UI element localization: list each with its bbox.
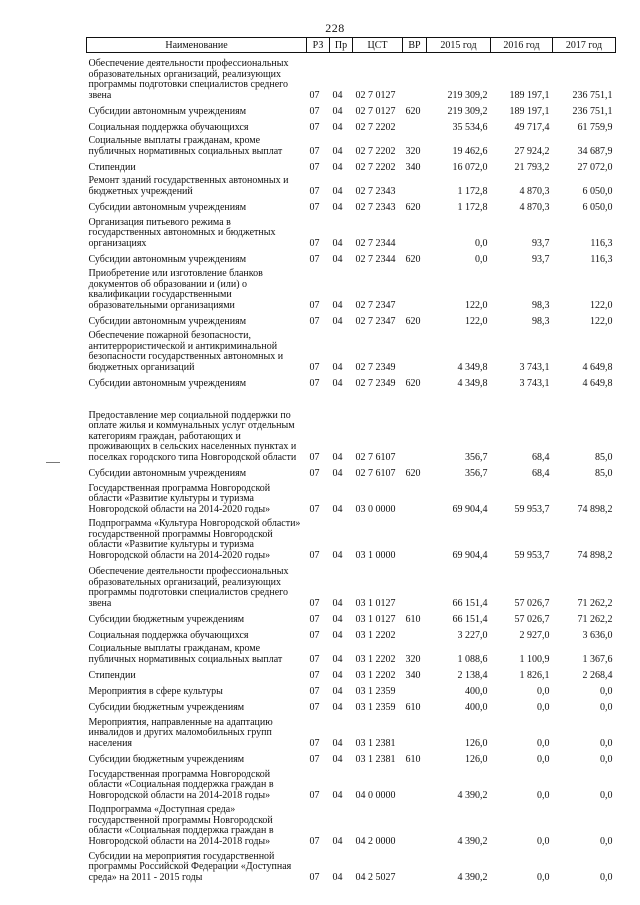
row-2017: 0,0: [600, 753, 613, 765]
row-name: Стипендии: [88, 161, 136, 173]
row-pr: 04: [332, 753, 343, 765]
table-row: [87, 249, 616, 265]
row-cst: 03 1 0000: [355, 549, 396, 561]
row-2015: 4 349,8: [457, 377, 488, 389]
row-cst: 02 7 2343: [355, 185, 396, 197]
row-2015: 356,7: [465, 451, 488, 463]
row-cst: 02 7 6107: [355, 451, 396, 463]
row-cst: 02 7 6107: [355, 467, 396, 479]
row-2017: 0,0: [600, 737, 613, 749]
row-2017: 4 649,8: [582, 361, 613, 373]
row-name: Предоставление мер социальной поддержки по оплате жилья и коммунальных услуг отдельным категориям граждан, работающих и проживающих в сельских населенных пунктах и поселках городского типа Новгородской области: [88, 409, 297, 463]
row-2016: 0,0: [537, 737, 550, 749]
row-2016: 3 743,1: [519, 377, 550, 389]
row-2017: 116,3: [590, 237, 613, 249]
row-2016: 2 927,0: [519, 629, 550, 641]
row-2016: 0,0: [537, 871, 550, 883]
row-name: Субсидии бюджетным учреждениям: [88, 701, 245, 713]
header-2016: 2016 год: [491, 38, 553, 53]
row-pr: 04: [332, 361, 343, 373]
table-row: [87, 173, 616, 197]
row-cst: 04 2 5027: [355, 871, 396, 883]
row-2017: 34 687,9: [577, 145, 613, 157]
row-name: Субсидии автономным учреждениям: [88, 467, 247, 479]
row-vr: 620: [405, 467, 421, 479]
row-pr: 04: [332, 451, 343, 463]
row-2016: 4 870,3: [519, 185, 550, 197]
table-row: [87, 609, 616, 625]
table-row: [87, 133, 616, 157]
row-pr: 04: [332, 871, 343, 883]
row-pr: 04: [332, 201, 343, 213]
row-2016: 1 100,9: [519, 653, 550, 665]
table-row: [87, 389, 616, 463]
row-2017: 0,0: [600, 685, 613, 697]
row-2015: 219 309,2: [447, 105, 488, 117]
row-cst: 03 1 2202: [355, 629, 396, 641]
table-row: [87, 681, 616, 697]
row-2015: 126,0: [465, 737, 488, 749]
row-pr: 04: [332, 377, 343, 389]
row-cst: 03 1 2202: [355, 669, 396, 681]
table-row: [87, 515, 616, 561]
row-2016: 0,0: [537, 835, 550, 847]
row-rz: 07: [309, 789, 320, 801]
row-2015: 400,0: [465, 701, 488, 713]
row-rz: 07: [309, 121, 320, 133]
row-rz: 07: [309, 361, 320, 373]
row-cst: 03 1 2359: [355, 685, 396, 697]
row-2016: 189 197,1: [509, 89, 550, 101]
row-2017: 3 636,0: [582, 629, 613, 641]
table-row: [87, 53, 616, 102]
row-2016: 189 197,1: [509, 105, 550, 117]
row-vr: [403, 53, 427, 102]
row-rz: 07: [309, 701, 320, 713]
row-cst: 04 2 0000: [355, 835, 396, 847]
row-cst: 02 7 2202: [355, 145, 396, 157]
row-vr: [403, 515, 427, 561]
table-row: [87, 765, 616, 801]
row-2017: 236 751,1: [572, 89, 613, 101]
table-row: [87, 197, 616, 213]
row-vr: [403, 265, 427, 311]
row-2016: 27 924,2: [514, 145, 550, 157]
row-pr: 04: [332, 789, 343, 801]
row-rz: 07: [309, 753, 320, 765]
table-row: [87, 311, 616, 327]
row-cst: 02 7 2202: [355, 161, 396, 173]
row-cst: 03 1 2202: [355, 653, 396, 665]
row-2017: 122,0: [590, 299, 613, 311]
row-rz: 07: [309, 467, 320, 479]
row-vr: [403, 847, 427, 883]
row-cst: 02 7 0127: [355, 105, 396, 117]
header-cst: ЦСТ: [353, 38, 403, 53]
row-vr: 340: [405, 161, 421, 173]
row-pr: 04: [332, 685, 343, 697]
row-2015: 1 172,8: [457, 185, 488, 197]
row-2015: 356,7: [465, 467, 488, 479]
row-2017: 85,0: [595, 451, 613, 463]
row-cst: 03 1 2381: [355, 753, 396, 765]
row-rz: 07: [309, 105, 320, 117]
row-name: Субсидии бюджетным учреждениям: [88, 613, 245, 625]
row-pr: 04: [332, 89, 343, 101]
row-2015: 122,0: [465, 315, 488, 327]
row-2016: 93,7: [532, 253, 550, 265]
row-vr: [403, 713, 427, 749]
row-vr: [403, 681, 427, 697]
row-2016: 68,4: [532, 451, 550, 463]
row-name: Организация питьевого режима в государственных автономных и бюджетных организациях: [88, 216, 276, 249]
row-pr: 04: [332, 237, 343, 249]
row-2016: 4 870,3: [519, 201, 550, 213]
row-2017: 85,0: [595, 467, 613, 479]
row-rz: 07: [309, 685, 320, 697]
row-2016: 0,0: [537, 789, 550, 801]
row-rz: 07: [309, 145, 320, 157]
budget-table: [86, 37, 616, 883]
header-pr: Пр: [330, 38, 353, 53]
row-2016: 3 743,1: [519, 361, 550, 373]
row-2015: 4 390,2: [457, 789, 488, 801]
row-vr: 610: [405, 613, 421, 625]
row-2017: 71 262,2: [577, 597, 613, 609]
row-2016: 57 026,7: [514, 597, 550, 609]
row-2017: 4 649,8: [582, 377, 613, 389]
row-2016: 0,0: [537, 685, 550, 697]
row-vr: [403, 801, 427, 847]
row-2017: 0,0: [600, 871, 613, 883]
row-2017: 116,3: [590, 253, 613, 265]
row-rz: 07: [309, 597, 320, 609]
row-2015: 0,0: [475, 253, 488, 265]
row-2017: 0,0: [600, 701, 613, 713]
header-vr: ВР: [403, 38, 427, 53]
table-row: [87, 697, 616, 713]
row-rz: 07: [309, 549, 320, 561]
row-2017: 2 268,4: [582, 669, 613, 681]
row-rz: 07: [309, 201, 320, 213]
row-2017: 6 050,0: [582, 185, 613, 197]
row-cst: 02 7 2347: [355, 315, 396, 327]
row-pr: 04: [332, 299, 343, 311]
row-pr: 04: [332, 737, 343, 749]
row-2015: 35 534,6: [452, 121, 488, 133]
row-cst: 02 7 2349: [355, 361, 396, 373]
row-vr: 620: [405, 315, 421, 327]
row-2015: 16 072,0: [452, 161, 488, 173]
row-pr: 04: [332, 503, 343, 515]
row-2017: 74 898,2: [577, 549, 613, 561]
table-row: [87, 117, 616, 133]
table-row: [87, 373, 616, 389]
row-pr: 04: [332, 613, 343, 625]
table-row: [87, 847, 616, 883]
table-row: [87, 561, 616, 609]
row-vr: [403, 561, 427, 609]
row-name: Обеспечение деятельности профессиональных образовательных организаций, реализующих программы подготовки специалистов среднего звена: [88, 58, 289, 101]
row-rz: 07: [309, 737, 320, 749]
row-2016: 59 953,7: [514, 503, 550, 515]
row-2016: 68,4: [532, 467, 550, 479]
row-2016: 21 793,2: [514, 161, 550, 173]
row-pr: 04: [332, 629, 343, 641]
row-2015: 400,0: [465, 685, 488, 697]
row-name: Субсидии автономным учреждениям: [88, 377, 247, 389]
row-name: Государственная программа Новгородской области «Социальная поддержка граждан в Новгородской области на 2014-2018 годы»: [88, 768, 274, 801]
row-cst: 02 7 2343: [355, 201, 396, 213]
row-rz: 07: [309, 835, 320, 847]
row-rz: 07: [309, 871, 320, 883]
row-name: Субсидии автономным учреждениям: [88, 315, 247, 327]
row-vr: 320: [405, 653, 421, 665]
table-row: [87, 665, 616, 681]
table-row: [87, 749, 616, 765]
table-row: [87, 479, 616, 515]
row-pr: 04: [332, 701, 343, 713]
row-name: Субсидии автономным учреждениям: [88, 105, 247, 117]
table-row: [87, 801, 616, 847]
row-cst: 02 7 2347: [355, 299, 396, 311]
row-2016: 98,3: [532, 315, 550, 327]
row-rz: 07: [309, 629, 320, 641]
row-2015: 122,0: [465, 299, 488, 311]
row-2017: 122,0: [590, 315, 613, 327]
row-rz: 07: [309, 653, 320, 665]
row-2016: 98,3: [532, 299, 550, 311]
row-2015: 1 088,6: [457, 653, 488, 665]
row-rz: 07: [309, 377, 320, 389]
table-row: [87, 265, 616, 311]
table-row: [87, 713, 616, 749]
row-pr: 04: [332, 467, 343, 479]
header-2015: 2015 год: [427, 38, 491, 53]
row-cst: 03 1 0127: [355, 613, 396, 625]
row-vr: 620: [405, 105, 421, 117]
row-name: Обеспечение пожарной безопасности, антитеррористической и антикриминальной безопасности государственных автономных и бюджетных организаций: [88, 330, 284, 373]
row-name: Социальная поддержка обучающихся: [88, 629, 249, 641]
row-vr: [403, 173, 427, 197]
row-cst: 03 1 0127: [355, 597, 396, 609]
row-2017: 71 262,2: [577, 613, 613, 625]
table-header-row: [87, 38, 616, 53]
row-vr: [403, 389, 427, 463]
row-2015: 69 904,4: [452, 503, 488, 515]
row-vr: 340: [405, 669, 421, 681]
row-name: Субсидии автономным учреждениям: [88, 201, 247, 213]
table-row: [87, 641, 616, 665]
table-row: [87, 463, 616, 479]
row-pr: 04: [332, 185, 343, 197]
row-rz: 07: [309, 315, 320, 327]
row-2015: 4 390,2: [457, 835, 488, 847]
page-number: 228: [325, 21, 345, 35]
table-row: [87, 157, 616, 173]
row-2017: 74 898,2: [577, 503, 613, 515]
row-rz: 07: [309, 613, 320, 625]
row-rz: 07: [309, 185, 320, 197]
row-pr: 04: [332, 253, 343, 265]
row-name: Ремонт зданий государственных автономных и бюджетных учреждений: [88, 175, 289, 197]
row-2015: 219 309,2: [447, 89, 488, 101]
row-2017: 0,0: [600, 789, 613, 801]
row-vr: 320: [405, 145, 421, 157]
row-vr: 620: [405, 201, 421, 213]
row-2017: 61 759,9: [577, 121, 613, 133]
row-vr: [403, 117, 427, 133]
table-row: [87, 625, 616, 641]
row-pr: 04: [332, 105, 343, 117]
row-pr: 04: [332, 669, 343, 681]
row-cst: 04 0 0000: [355, 789, 396, 801]
row-name: Мероприятия, направленные на адаптацию инвалидов и других маломобильных групп населения: [88, 716, 273, 749]
row-name: Субсидии на мероприятия государственной программы Российской Федерации «Доступная среда» на 2011 - 2015 годы: [88, 850, 292, 883]
row-2017: 236 751,1: [572, 105, 613, 117]
row-pr: 04: [332, 315, 343, 327]
header-name: Наименование: [87, 38, 307, 53]
row-vr: [403, 327, 427, 373]
row-rz: 07: [309, 161, 320, 173]
row-2017: 0,0: [600, 835, 613, 847]
row-cst: 02 7 2344: [355, 253, 396, 265]
row-2015: 4 390,2: [457, 871, 488, 883]
row-pr: 04: [332, 145, 343, 157]
row-2016: 57 026,7: [514, 613, 550, 625]
header-2017: 2017 год: [553, 38, 616, 53]
row-cst: 02 7 2349: [355, 377, 396, 389]
row-2015: 4 349,8: [457, 361, 488, 373]
row-name: Мероприятия в сфере культуры: [88, 685, 223, 697]
row-pr: 04: [332, 549, 343, 561]
row-cst: 02 7 0127: [355, 89, 396, 101]
row-vr: 620: [405, 253, 421, 265]
row-name: Подпрограмма «Доступная среда» государственной программы Новгородской области «Социальная поддержка граждан в Новгородской области на 2014-2018 годы»: [88, 804, 274, 847]
row-2017: 27 072,0: [577, 161, 613, 173]
row-2016: 0,0: [537, 753, 550, 765]
row-rz: 07: [309, 669, 320, 681]
row-2015: 3 227,0: [457, 629, 488, 641]
row-2015: 69 904,4: [452, 549, 488, 561]
row-2016: 0,0: [537, 701, 550, 713]
row-rz: 07: [309, 451, 320, 463]
table-row: [87, 327, 616, 373]
row-pr: 04: [332, 121, 343, 133]
row-vr: [403, 625, 427, 641]
row-name: Социальная поддержка обучающихся: [88, 121, 249, 133]
row-2017: 1 367,6: [582, 653, 613, 665]
row-pr: 04: [332, 597, 343, 609]
row-pr: 04: [332, 835, 343, 847]
row-2015: 66 151,4: [452, 613, 488, 625]
row-vr: 620: [405, 377, 421, 389]
row-name: Приобретение или изготовление бланков документов об образовании и (или) о квалификации государственными образовательными организациями: [88, 268, 263, 311]
row-cst: 02 7 2202: [355, 121, 396, 133]
row-2016: 1 826,1: [519, 669, 550, 681]
row-vr: [403, 765, 427, 801]
row-rz: 07: [309, 299, 320, 311]
row-vr: 610: [405, 701, 421, 713]
row-vr: [403, 479, 427, 515]
row-2017: 6 050,0: [582, 201, 613, 213]
row-2016: 59 953,7: [514, 549, 550, 561]
row-cst: 03 0 0000: [355, 503, 396, 515]
row-name: Подпрограмма «Культура Новгородской области» государственной программы Новгородской области «Развитие культуры и туризма Новгородской области на 2014-2020 годы»: [88, 518, 301, 561]
row-2015: 0,0: [475, 237, 488, 249]
table-row: [87, 213, 616, 249]
row-name: Государственная программа Новгородской области «Развитие культуры и туризма Новгородской области на 2014-2020 годы»: [88, 482, 271, 515]
row-2016: 49 717,4: [514, 121, 550, 133]
row-pr: 04: [332, 653, 343, 665]
table-row: [87, 101, 616, 117]
row-name: Стипендии: [88, 669, 136, 681]
row-2015: 19 462,6: [452, 145, 488, 157]
row-rz: 07: [309, 89, 320, 101]
row-name: Социальные выплаты гражданам, кроме публичных нормативных социальных выплат: [88, 643, 283, 665]
row-vr: [403, 213, 427, 249]
row-rz: 07: [309, 237, 320, 249]
row-rz: 07: [309, 253, 320, 265]
row-2015: 66 151,4: [452, 597, 488, 609]
row-cst: 02 7 2344: [355, 237, 396, 249]
row-2015: 2 138,4: [457, 669, 488, 681]
row-cst: 03 1 2359: [355, 701, 396, 713]
row-2015: 126,0: [465, 753, 488, 765]
row-name: Субсидии бюджетным учреждениям: [88, 753, 245, 765]
margin-mark: [46, 462, 60, 463]
row-vr: 610: [405, 753, 421, 765]
row-name: Обеспечение деятельности профессиональных образовательных организаций, реализующих программы подготовки специалистов среднего звена: [88, 566, 289, 609]
header-rz: РЗ: [307, 38, 330, 53]
row-cst: 03 1 2381: [355, 737, 396, 749]
row-name: Субсидии автономным учреждениям: [88, 253, 247, 265]
row-name: Социальные выплаты гражданам, кроме публичных нормативных социальных выплат: [88, 135, 283, 157]
row-rz: 07: [309, 503, 320, 515]
row-pr: 04: [332, 161, 343, 173]
row-2016: 93,7: [532, 237, 550, 249]
row-2015: 1 172,8: [457, 201, 488, 213]
